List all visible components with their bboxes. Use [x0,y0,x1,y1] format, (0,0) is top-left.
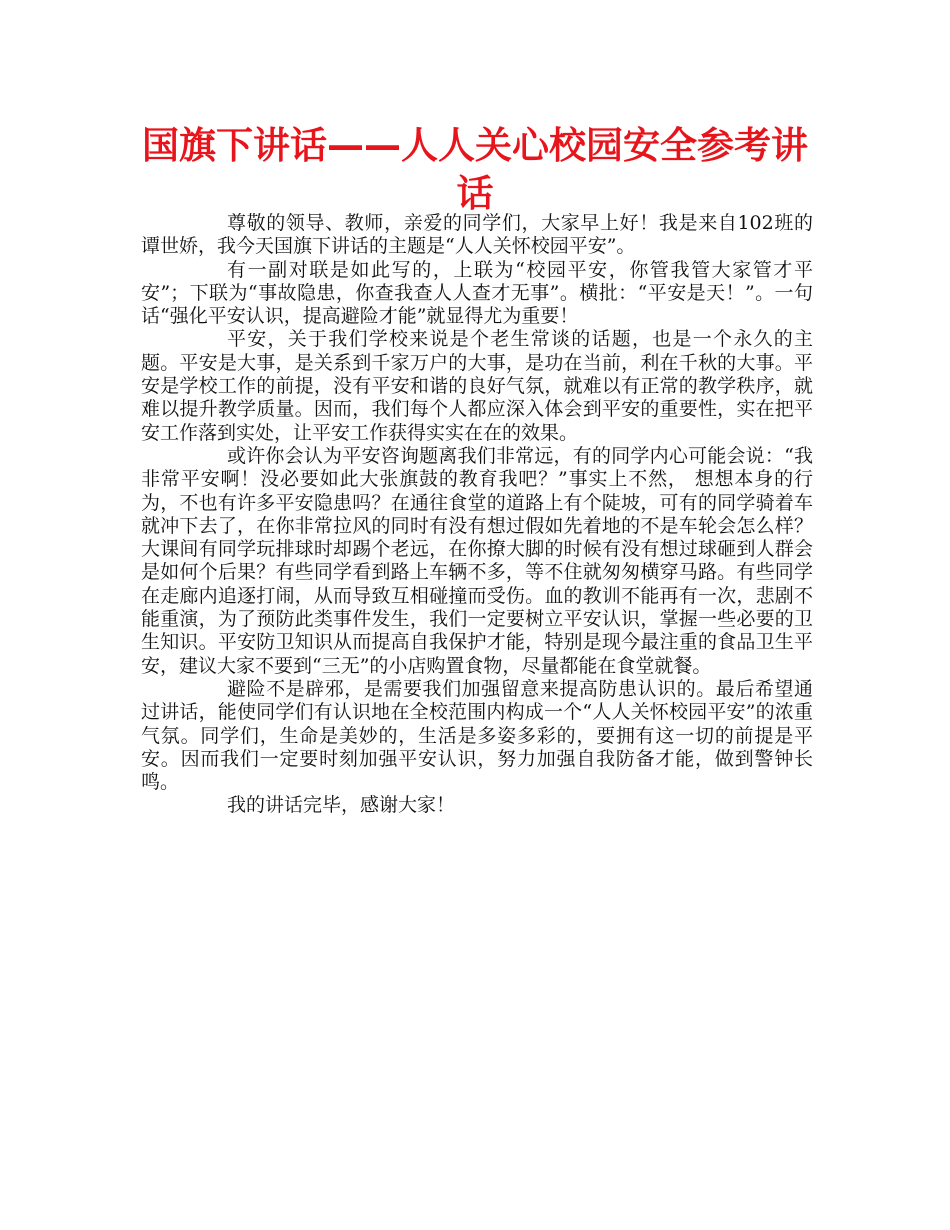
paragraph-safety-theme: 平安，关于我们学校来说是个老生常谈的话题，也是一个永久的主题。平安是大事，是关系到千家万户的大事，是功在当前，利在千秋的大事。平安是学校工作的前提，没有平安和谐的良好气氛，就难以有正常的教学秩序，就难以提升教学质量。因而，我们每个人都应深入体会到平安的重要性，实在把平安工作落到实处，让平安工作获得实实在在的效果。 [141,328,813,444]
document-body [141,212,813,818]
paragraph-closing: 我的讲话完毕，感谢大家！ [227,794,456,817]
document-title: 国旗下讲话——人人关心校园安全参考讲话 [142,124,808,215]
paragraph-safety-examples: 或许你会认为平安咨询题离我们非常远，有的同学内心可能会说：“我非常平安啊！没必要如此大张旗鼓的教育我吧？”事实上不然， 想想本身的行为，不也有许多平安隐患吗？在通往食堂的道路上有个陡坡，可有的同学骑着车就冲下去了，在你非常拉风的同时有没有想过假如先着地的不是车轮会怎么样？大课间有同学玩排球时却踢个老远，在你撩大脚的时候有没有想过球砸到人群会是如何个后果？有些同学看到路上车辆不多，等不住就匆匆横穿马路。有些同学在走廊内追逐打闹，从而导致互相碰撞而受伤。血的教训不能再有一次，悲剧不能重演，为了预防此类事件发生，我们一定要树立平安认识，掌握一些必要的卫生知识。平安防卫知识从而提高自我保护才能，特别是现今最注重的食品卫生平安，建议大家不要到“三无”的小店购置食物，尽量都能在食堂就餐。 [141,444,813,677]
paragraph-couplet: 有一副对联是如此写的，上联为“校园平安，你管我管大家管才平安”；下联为“事故隐患，你查我查人人查才无事”。横批：“平安是天！”。一句话“强化平安认识，提高避险才能”就显得尤为重要！ [141,258,813,328]
paragraph-greeting: 尊敬的领导、教师，亲爱的同学们，大家早上好！我是来自102班的谭世娇，我今天国旗下讲话的主题是“人人关怀校园平安”。 [141,212,813,258]
paragraph-conclusion: 避险不是辟邪，是需要我们加强留意来提高防患认识的。最后希望通过讲话，能使同学们有认识地在全校范围内构成一个“人人关怀校园平安”的浓重气氛。同学们，生命是美妙的，生活是多姿多彩的，要拥有这一切的前提是平安。因而我们一定要时刻加强平安认识，努力加强自我防备才能，做到警钟长鸣。 [141,677,813,794]
